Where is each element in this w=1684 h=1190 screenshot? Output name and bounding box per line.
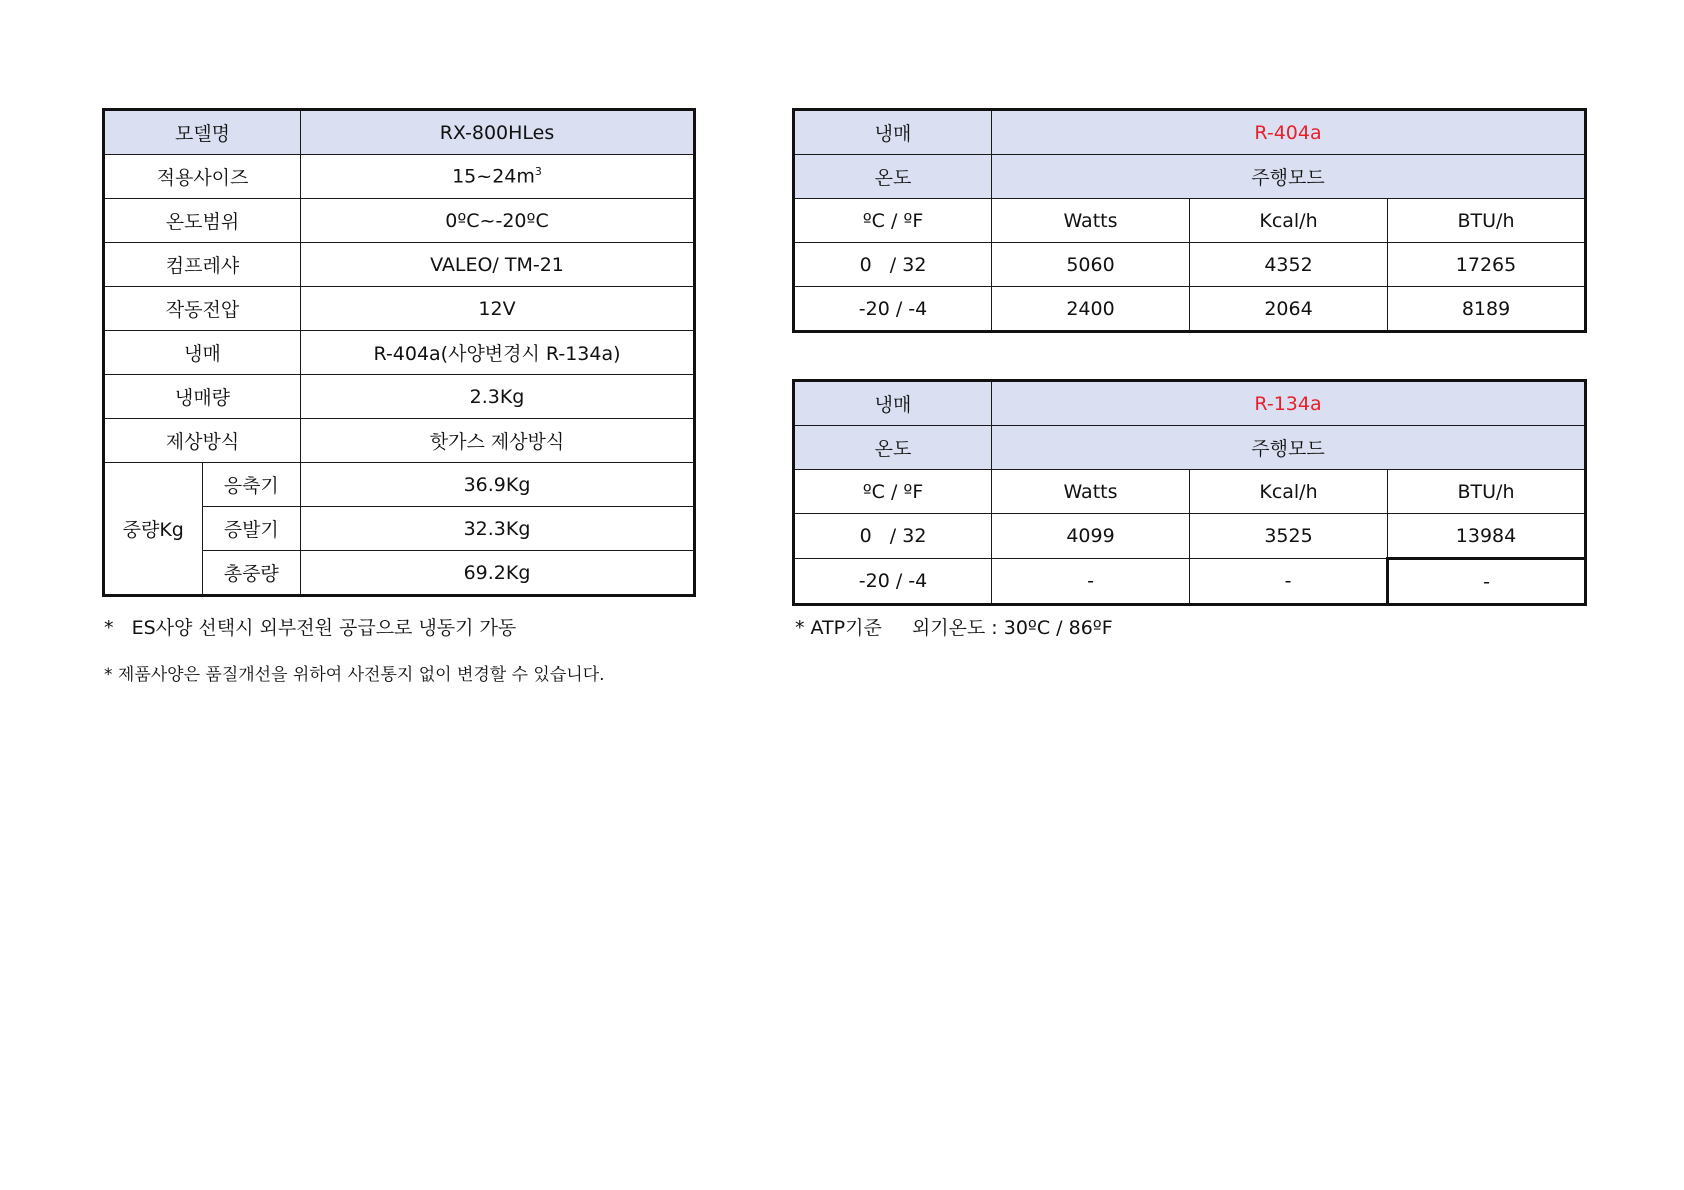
column-header-row xyxy=(794,470,1586,514)
table-cell: 4099 xyxy=(992,514,1190,559)
weight-item-label: 총중량 xyxy=(202,551,301,596)
table-cell: 2400 xyxy=(992,287,1190,332)
spec-row-model xyxy=(104,110,695,155)
spec-value: 핫가스 제상방식 xyxy=(301,419,695,463)
weight-item-label: 증발기 xyxy=(202,507,301,551)
spec-label: 적용사이즈 xyxy=(104,155,301,199)
spec-label: 제상방식 xyxy=(104,419,301,463)
table-cell: 13984 xyxy=(1388,514,1586,559)
spec-row-compressor xyxy=(104,243,695,287)
weight-item-value: 32.3Kg xyxy=(301,507,695,551)
refrigerant-row xyxy=(794,381,1586,426)
spec-label: 온도범위 xyxy=(104,199,301,243)
table-cell: - xyxy=(1190,559,1388,605)
spec-value: R-404a(사양변경시 R-134a) xyxy=(301,331,695,375)
column-header: ºC / ºF xyxy=(794,470,992,514)
spec-label: 냉매 xyxy=(104,331,301,375)
note-es-power-supply: * ES사양 선택시 외부전원 공급으로 냉동기 가동 xyxy=(104,617,517,639)
table-row xyxy=(794,559,1586,605)
table-cell: -20 / -4 xyxy=(794,287,992,332)
table-cell: 17265 xyxy=(1388,243,1586,287)
spec-label: 모델명 xyxy=(104,110,301,155)
table-cell: 4352 xyxy=(1190,243,1388,287)
mode-label: 주행모드 xyxy=(992,426,1586,470)
temp-label: 온도 xyxy=(794,155,992,199)
column-header: Watts xyxy=(992,199,1190,243)
spec-value: VALEO/ TM-21 xyxy=(301,243,695,287)
temp-label: 온도 xyxy=(794,426,992,470)
spec-value: 0ºC~-20ºC xyxy=(301,199,695,243)
refrigerant-label: 냉매 xyxy=(794,381,992,426)
table-cell: 5060 xyxy=(992,243,1190,287)
mode-label: 주행모드 xyxy=(992,155,1586,199)
table-cell: 8189 xyxy=(1388,287,1586,332)
refrigerant-value: R-134a xyxy=(992,381,1586,426)
spec-row-size xyxy=(104,155,695,199)
table-cell: - xyxy=(1388,559,1586,605)
spec-value: 2.3Kg xyxy=(301,375,695,419)
table-cell: 2064 xyxy=(1190,287,1388,332)
spec-row-weight-condenser xyxy=(104,463,695,507)
table-cell: 3525 xyxy=(1190,514,1388,559)
cooling-capacity-table-r404a xyxy=(792,108,1587,333)
spec-label: 컴프레샤 xyxy=(104,243,301,287)
table-row xyxy=(794,287,1586,332)
spec-label: 작동전압 xyxy=(104,287,301,331)
spec-label: 냉매량 xyxy=(104,375,301,419)
atp-prefix: * ATP기준 xyxy=(795,617,882,639)
spec-row-temp-range xyxy=(104,199,695,243)
refrigerant-value: R-404a xyxy=(992,110,1586,155)
table-row xyxy=(794,514,1586,559)
mode-row xyxy=(794,155,1586,199)
table-row xyxy=(794,243,1586,287)
spec-value xyxy=(301,155,695,199)
note-atp-standard xyxy=(795,613,1113,640)
spec-row-defrost xyxy=(104,419,695,463)
table-cell: - xyxy=(992,559,1190,605)
refrigerant-label: 냉매 xyxy=(794,110,992,155)
spec-row-voltage xyxy=(104,287,695,331)
spec-row-refrigerant xyxy=(104,331,695,375)
outdoor-temp: 외기온도 : 30ºC / 86ºF xyxy=(911,617,1113,639)
table-cell: -20 / -4 xyxy=(794,559,992,605)
weight-item-label: 응축기 xyxy=(202,463,301,507)
cooling-capacity-table-r134a xyxy=(792,379,1587,606)
size-value: 15~24m xyxy=(452,165,535,188)
weight-group-label: 중량Kg xyxy=(104,463,203,596)
spec-row-refrigerant-amount xyxy=(104,375,695,419)
spec-table xyxy=(102,108,696,597)
column-header: Kcal/h xyxy=(1190,470,1388,514)
table-cell: 0 / 32 xyxy=(794,243,992,287)
column-header-row xyxy=(794,199,1586,243)
size-unit-superscript: 3 xyxy=(534,165,542,179)
note-spec-change: * 제품사양은 품질개선을 위하여 사전통지 없이 변경할 수 있습니다. xyxy=(104,665,605,685)
spec-value: RX-800HLes xyxy=(301,110,695,155)
mode-row xyxy=(794,426,1586,470)
weight-item-value: 69.2Kg xyxy=(301,551,695,596)
column-header: ºC / ºF xyxy=(794,199,992,243)
column-header: Watts xyxy=(992,470,1190,514)
column-header: BTU/h xyxy=(1388,199,1586,243)
refrigerant-row xyxy=(794,110,1586,155)
column-header: BTU/h xyxy=(1388,470,1586,514)
weight-item-value: 36.9Kg xyxy=(301,463,695,507)
spec-value: 12V xyxy=(301,287,695,331)
column-header: Kcal/h xyxy=(1190,199,1388,243)
table-cell: 0 / 32 xyxy=(794,514,992,559)
